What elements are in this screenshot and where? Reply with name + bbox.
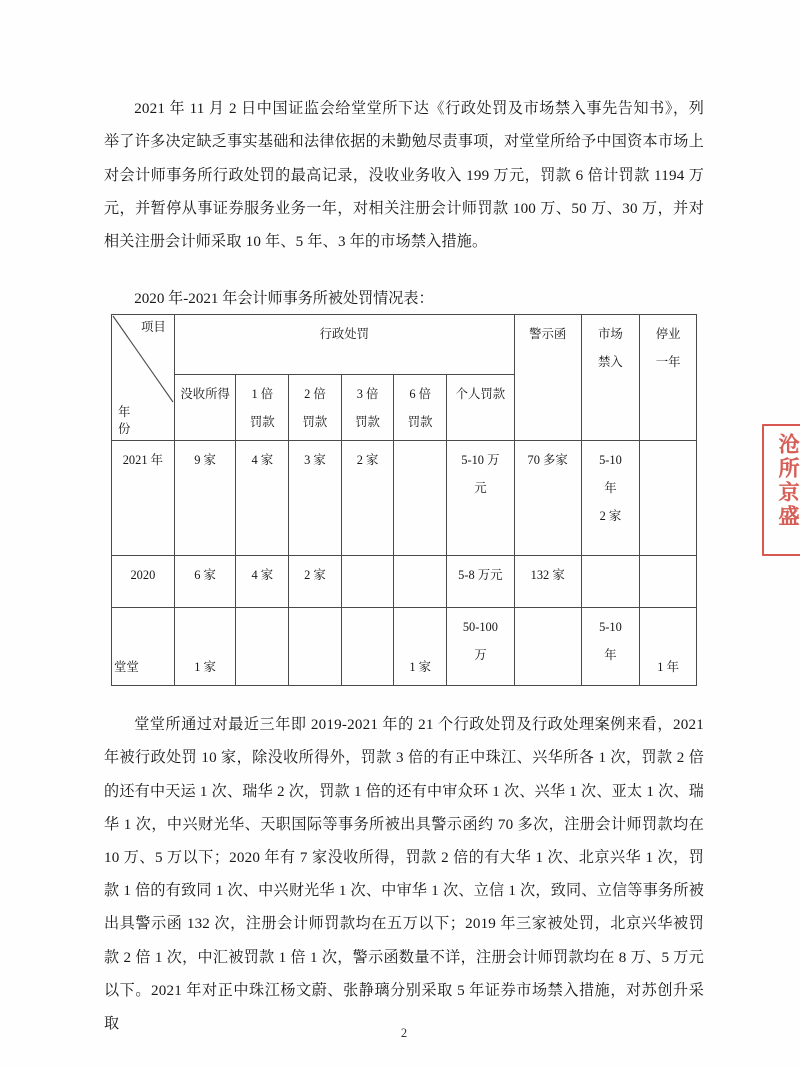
header-fine-3x-line1: 3 倍 [356,387,379,401]
header-fine-2x-line1: 2 倍 [304,387,326,401]
cell-2021-warning-letter: 70 多家 [514,441,581,556]
header-fine-2x [289,375,342,441]
body-paragraph-2: 堂堂所通过对最近三年即 2019-2021 年的 21 个行政处罚及行政处理案例来看，2021 年被行政处罚 10 家，除没收所得外，罚款 3 倍的有正中珠江、兴华所各 1 次，罚款 2 倍的还有中天运 1 次、瑞华 2 次，罚款 1 倍的还有中审众环 1 次、兴华 1 次、亚太 1 次、瑞华 1 次，中兴财光华、天职国际等事务所被出具警示函约 70 多次，注册会计师罚款均在 10 万、5 万以下；2020 年有 7 家没收所得，罚款 2 倍的有大华 1 次、北京兴华 1 次，罚款 1 倍的有致同 1 次、中兴财光华 1 次、中审华 1 次、立信 1 次，致同、立信等事务所被出具警示函 132 次，注册会计师罚款均在五万以下；2019 年三家被处罚，北京兴华被罚款 2 倍 1 次，中汇被罚款 1 倍 1 次，警示函数量不详，注册会计师罚款均在 8 万、5 万元以下。2021 年对正中珠江杨文蔚、张静璃分别采取 5 年证券市场禁入措施，对苏创升采取 [104,717,704,1032]
header-corner-cell [112,315,175,441]
cell-tangtang-personal-fine-line1: 50-100 [462,620,498,634]
table-caption: 2020 年-2021 年会计师事务所被处罚情况表： [134,291,434,307]
header-group-administrative-penalty: 行政处罚 [174,315,514,375]
header-fine-3x-line2: 罚款 [355,415,380,429]
table-row [112,608,697,686]
cell-2021-market-ban-line2: 年 [604,481,617,495]
header-market-ban-line2: 禁入 [598,355,623,369]
header-fine-1x-line1: 1 倍 [251,387,274,401]
header-fine-6x [394,375,447,441]
page-content-area [104,0,704,1068]
cell-tangtang-fine-1x [236,608,289,686]
table-header-row-1 [112,315,697,375]
corner-label-year: 年份 [118,405,131,436]
cell-tangtang-fine-6x-text: 1 家 [409,660,432,674]
header-suspension-line1: 停业 [655,327,681,341]
cell-2020-suspension [640,556,697,608]
cell-tangtang-market-ban-line1: 5-10 [599,620,622,634]
red-seal-stamp [762,424,800,556]
cell-2020-fine-2x: 2 家 [289,556,342,608]
cell-tangtang-fine-6x [394,608,447,686]
header-personal-fine [446,375,514,441]
header-confiscate [174,375,236,441]
cell-2020-fine-3x [341,556,394,608]
cell-tangtang-personal-fine-line2: 万 [474,648,487,662]
cell-tangtang-fine-2x [289,608,342,686]
header-confiscate-line1: 没收所得 [180,387,230,401]
penalty-table-container [111,314,697,686]
cell-2020-fine-6x [394,556,447,608]
cell-2021-personal-fine [446,441,514,556]
cell-2021-fine-3x: 2 家 [341,441,394,556]
cell-2021-fine-2x: 3 家 [289,441,342,556]
cell-2020-personal-fine: 5-8 万元 [446,556,514,608]
header-suspension-one-year [640,315,697,441]
cell-2021-personal-fine-line1: 5-10 万 [461,453,500,467]
header-market-ban [581,315,640,441]
header-warning-letter [514,315,581,441]
header-fine-6x-line2: 罚款 [407,415,433,429]
header-suspension-line2: 一年 [655,355,681,369]
cell-tangtang-fine-3x [341,608,394,686]
cell-2020-warning-letter: 132 家 [514,556,581,608]
cell-tangtang-suspension-text: 1 年 [657,660,679,674]
header-fine-1x [236,375,289,441]
cell-tangtang-personal-fine [446,608,514,686]
page-number: 2 [400,1026,408,1040]
cell-2021-market-ban-line3: 2 家 [599,509,622,523]
cell-tangtang-market-ban-line2: 年 [604,648,617,662]
body-paragraph-1: 2021 年 11 月 2 日中国证监会给堂堂所下达《行政处罚及市场禁入事先告知书》，列举了许多决定缺乏事实基础和法律依据的未勤勉尽责事项，对堂堂所给予中国资本市场上对会计师事务所行政处罚的最高记录，没收业务收入 199 万元，罚款 6 倍计罚款 1194 万元，并暂停从事证券服务业务一年，对相关注册会计师罚款 100 万、50 万、30 万，并对相关注册会计师采取 10 年、5 年、3 年的市场禁入措施。 [104,101,704,250]
table-row [112,441,697,556]
cell-2021-personal-fine-line2: 元 [474,481,487,495]
header-fine-1x-line2: 罚款 [249,415,275,429]
cell-tangtang-confiscate [174,608,236,686]
row-label-tangtang-text: 堂堂 [114,660,139,674]
cell-2021-fine-6x [394,441,447,556]
row-label-tangtang [112,608,175,686]
header-warning-letter-line1: 警示函 [529,327,567,341]
row-label-2021: 2021 年 [112,441,175,556]
cell-tangtang-market-ban [581,608,640,686]
header-personal-fine-line1: 个人罚款 [455,387,506,401]
cell-2021-market-ban-line1: 5-10 [599,453,622,467]
row-label-2020: 2020 [112,556,175,608]
header-fine-6x-line1: 6 倍 [409,387,432,401]
header-fine-3x [341,375,394,441]
cell-2021-market-ban [581,441,640,556]
cell-2020-market-ban [581,556,640,608]
table-row [112,556,697,608]
cell-tangtang-suspension [640,608,697,686]
cell-2021-fine-1x: 4 家 [236,441,289,556]
seal-text: 沧所京盛 [776,433,800,529]
cell-tangtang-warning-letter [514,608,581,686]
cell-2021-suspension [640,441,697,556]
cell-2020-confiscate: 6 家 [174,556,236,608]
cell-2020-fine-1x: 4 家 [236,556,289,608]
penalty-table [111,314,697,686]
cell-2021-confiscate: 9 家 [174,441,236,556]
header-market-ban-line1: 市场 [598,327,623,341]
corner-label-item: 项目 [140,320,166,334]
header-fine-2x-line2: 罚款 [302,415,328,429]
cell-tangtang-confiscate-text: 1 家 [194,660,216,674]
